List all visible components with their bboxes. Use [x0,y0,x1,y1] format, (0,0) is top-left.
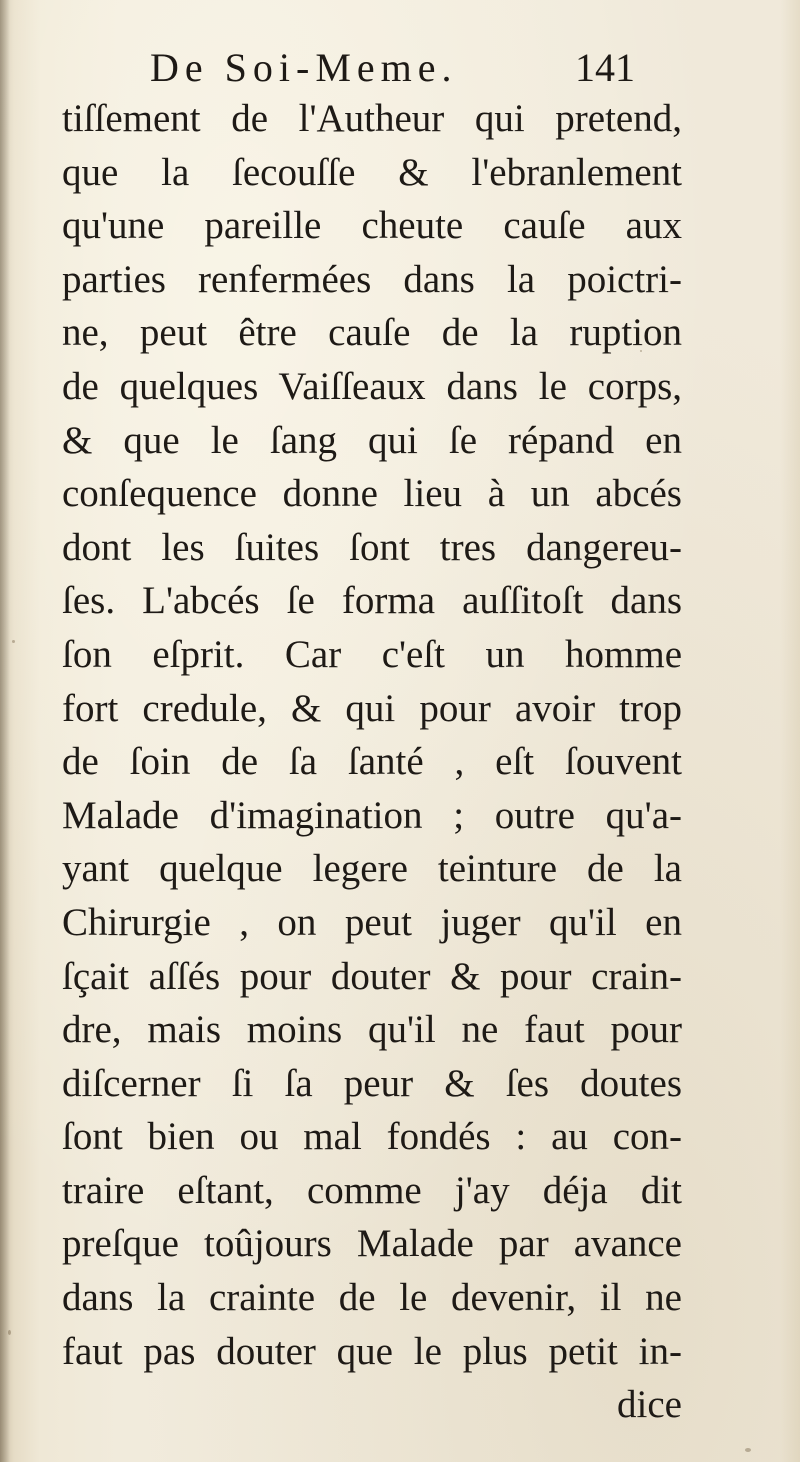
text-line: ſes. L'abcés ſe forma auſſitoſt dans [62,579,682,623]
gutter-shadow [0,0,10,1462]
text-line: dans la crainte de le devenir, il ne [62,1276,682,1320]
text-line: Malade d'imagination ; outre qu'a- [62,793,682,837]
text-line: parties renfermées dans la poictri- [62,257,682,301]
text-line: dre, mais moins qu'il ne faut pour [62,1008,682,1052]
page-number: 141 [575,45,635,90]
paper-speck [745,1448,751,1452]
text-line: yant quelque legere teinture de la [62,847,682,891]
paper-speck [8,1330,11,1335]
text-line: diſcerner ſi ſa peur & ſes doutes [62,1061,682,1105]
paper-speck [640,350,642,352]
body-text [62,92,682,1432]
text-line: preſque toûjours Malade par avance [62,1222,682,1266]
text-line: tiſſement de l'Autheur qui pretend, [62,97,682,140]
text-line: fort credule, & qui pour avoir trop [62,686,682,730]
text-line: dont les ſuites ſont tres dangereu- [62,525,682,569]
text-line: conſequence donne lieu à un abcés [62,472,682,516]
paper-speck [12,640,15,643]
text-line: de ſoin de ſa ſanté , eſt ſouvent [62,740,682,784]
text-line: ſont bien ou mal fondés : au con- [62,1115,682,1159]
text-line: que la ſecouſſe & l'ebranlement [62,150,682,194]
text-line: de quelques Vaiſſeaux dans le corps, [62,364,682,408]
text-line: Chirurgie , on peut juger qu'il en [62,900,682,944]
text-line: faut pas douter que le plus petit in- [62,1329,682,1373]
catchword: dice [617,1383,682,1427]
text-line: & que le ſang qui ſe répand en [62,418,682,462]
text-line: ne, peut être cauſe de la ruption [62,311,682,355]
text-line: traire eſtant, comme j'ay déja dit [62,1168,682,1212]
running-head: De Soi-Meme. [150,45,458,90]
text-line: ſon eſprit. Car c'eſt un homme [62,632,682,676]
text-line: ſçait aſſés pour douter & pour crain- [62,954,682,998]
text-line: qu'une pareille cheute cauſe aux [62,204,682,248]
